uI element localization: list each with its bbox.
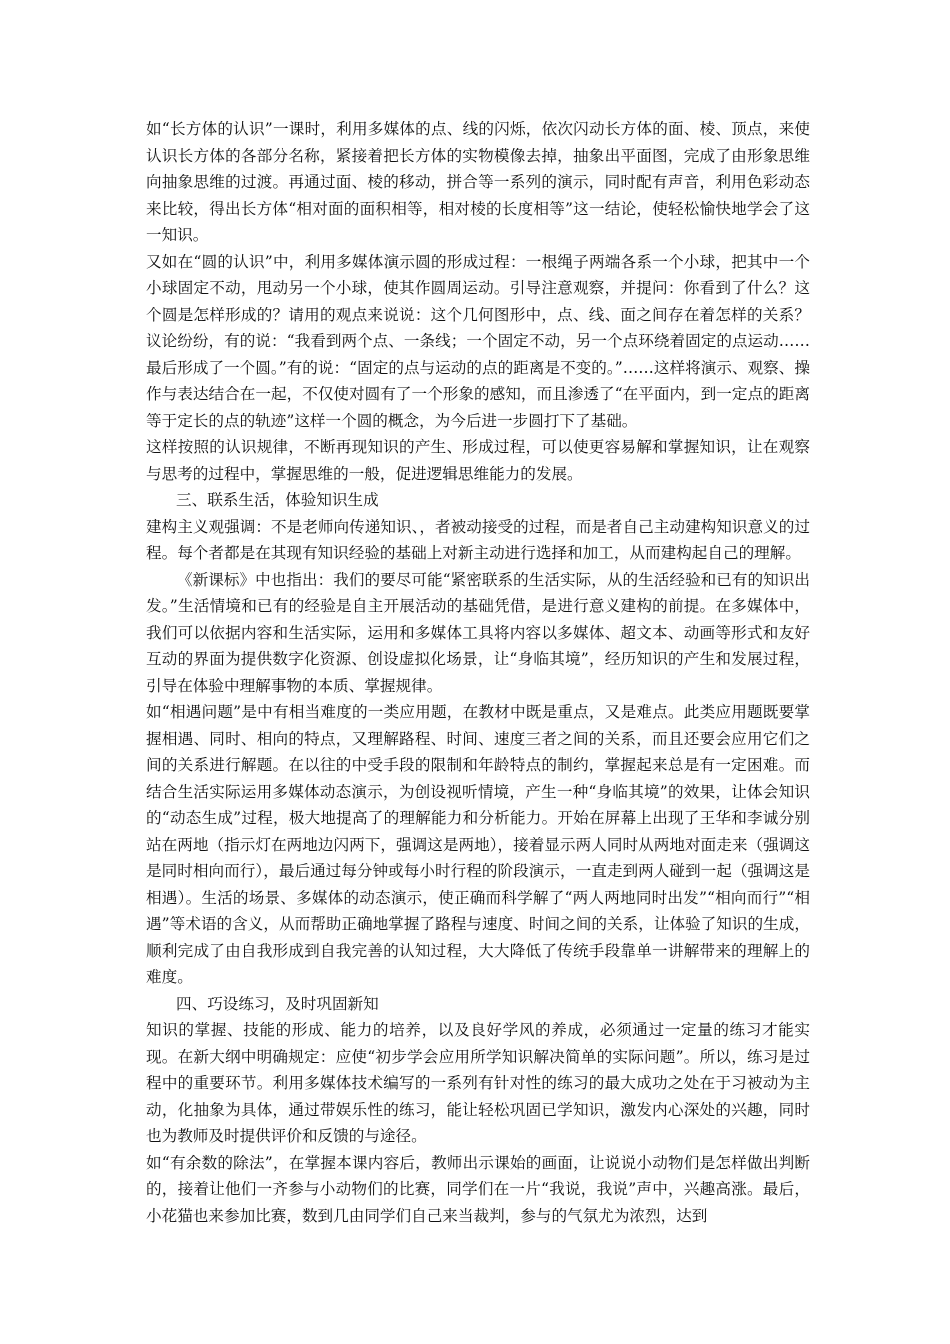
section-heading-3: 三、联系生活，体验知识生成 [176, 491, 379, 509]
document-body [146, 116, 810, 1229]
section-heading-4: 四、巧设练习，及时巩固新知 [176, 994, 379, 1013]
paragraph-meeting-problem: 如“相遇问题”是中有相当难度的一类应用题，在教材中既是重点，又是难点。此类应用题既要掌握相遇、同时、相向的特点，又理解路程、时间、速度三者之间的关系，而且还要会应用它们之间的关系进行解题。在以往的中受手段的限制和年龄特点的制约，掌握起来总是有一定困难。而结合生活实际运用多媒体动态演示，为创设视听情境，产生一种“身临其境”的效果，让体会知识的“动态生成”过程，极大地提高了的理解能力和分析能力。开始在屏幕上出现了王华和李诚分别站在两地（指示灯在两地边闪两下，强调这是两地），接着显示两人同时从两地对面走来（强调这是同时相向而行），最后通过每分钟或每小时行程的阶段演示，一直走到两人碰到一起（强调这是相遇）。生活的场景、多媒体的动态演示，使正确而科学解了“两人两地同时出发”“相向而行”“相遇”等术语的含义，从而帮助正确地掌握了路程与速度、时间之间的关系，让体验了知识的生成，顺利完成了由自我形成到自我完善的认知过程，大大降低了传统手段靠单一讲解带来的理解上的难度。 [146, 703, 810, 986]
paragraph-cognitive-rules: 这样按照的认识规律，不断再现知识的产生、形成过程，可以使更容易解和掌握知识，让在观察与思考的过程中，掌握思维的一般，促进逻辑思维能力的发展。 [146, 438, 810, 483]
paragraph-constructivism: 建构主义观强调：不是老师向传递知识、，者被动接受的过程，而是者自己主动建构知识意义的过程。每个者都是在其现有知识经验的基础上对新主动进行选择和加工，从而建构起自己的理解。 [146, 517, 810, 562]
paragraph-cuboid-example: 如“长方体的认识”一课时，利用多媒体的点、线的闪烁，依次闪动长方体的面、棱、顶点，来使认识长方体的各部分名称，紧接着把长方体的实物模像去掉，抽象出平面图，完成了由形象思维向抽象思维的过渡。再通过面、棱的移动，拼合等一系列的演示，同时配有声音，利用色彩动态来比较，得出长方体“相对面的面积相等，相对棱的长度相等”这一结论，使轻松愉快地学会了这一知识。 [146, 120, 810, 244]
paragraph-practice: 知识的掌握、技能的形成、能力的培养，以及良好学风的养成，必须通过一定量的练习才能实现。在新大纲中明确规定：应使“初步学会应用所学知识解决简单的实际问题”。所以，练习是过程中的重要环节。利用多媒体技术编写的一系列有针对性的练习的最大成功之处在于习被动为主动，化抽象为具体，通过带娱乐性的练习，能让轻松巩固已学知识，激发内心深处的兴趣，同时也为教师及时提供评价和反馈的与途径。 [146, 1021, 810, 1145]
paragraph-circle-example: 又如在“圆的认识”中，利用多媒体演示圆的形成过程：一根绳子两端各系一个小球，把其中一个小球固定不动，甩动另一个小球，使其作圆周运动。引导注意观察，并提问：你看到了什么？这个圆是怎样形成的？请用的观点来说说：这个几何图形中，点、线、面之间存在着怎样的关系？议论纷纷，有的说：“我看到两个点、一条线；一个固定不动，另一个点环绕着固定的点运动……最后形成了一个圆。”有的说：“固定的点与运动的点的距离是不变的。”……这样将演示、观察、操作与表达结合在一起，不仅使对圆有了一个形象的感知，而且渗透了“在平面内，到一定点的距离等于定长的点的轨迹”这样一个圆的概念，为今后进一步圆打下了基础。 [146, 252, 810, 430]
paragraph-division-example: 如“有余数的除法”，在掌握本课内容后，教师出示课始的画面，让说说小动物们是怎样做出判断的，接着让他们一齐参与小动物们的比赛，同学们在一片“我说，我说”声中，兴趣高涨。最后，小花猫也来参加比赛，数到几由同学们自己来当裁判，参与的气氛尤为浓烈，达到 [146, 1153, 810, 1225]
paragraph-new-curriculum: 《新课标》中也指出：我们的要尽可能“紧密联系的生活实际，从的生活经验和已有的知识出发。”生活情境和已有的经验是自主开展活动的基础凭借，是进行意义建构的前提。在多媒体中，我们可以依据内容和生活实际，运用和多媒体工具将内容以多媒体、超文本、动画等形式和友好互动的界面为提供数字化资源、创设虚拟化场景，让“身临其境”，经历知识的产生和发展过程，引导在体验中理解事物的本质、掌握规律。 [146, 570, 810, 695]
